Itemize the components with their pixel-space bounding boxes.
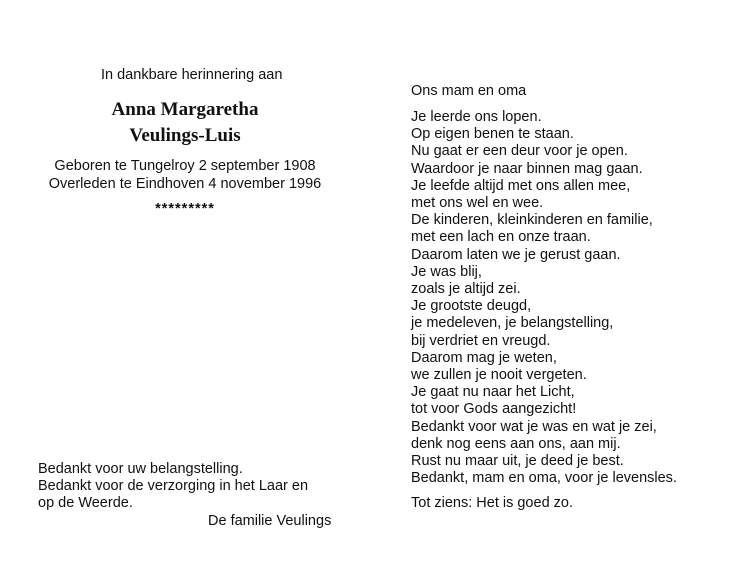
poem-line: Je gaat nu naar het Licht,: [411, 384, 575, 401]
intro-text: In dankbare herinnering aan: [101, 67, 283, 83]
poem-line: zoals je altijd zei.: [411, 281, 521, 298]
poem-line: Daarom laten we je gerust gaan.: [411, 246, 621, 263]
poem-line: Bedankt, mam en oma, voor je levensles.: [411, 470, 677, 487]
poem-line: bij verdriet en vreugd.: [411, 332, 551, 349]
deceased-name-first: Anna Margaretha: [111, 99, 259, 120]
poem-line: Op eigen benen te staan.: [411, 126, 574, 143]
poem-line: De kinderen, kleinkinderen en familie,: [411, 212, 653, 229]
poem-line: we zullen je nooit vergeten.: [411, 367, 587, 384]
poem-line: met een lach en onze traan.: [411, 229, 591, 246]
thanks-care: Bedankt voor de verzorging in het Laar en: [38, 478, 309, 494]
death-line: Overleden te Eindhoven 4 november 1996: [48, 176, 322, 192]
poem-line: Je grootste deugd,: [411, 298, 532, 315]
thanks-attention: Bedankt voor uw belangstelling.: [38, 461, 243, 477]
poem-line: je medeleven, je belangstelling,: [411, 315, 614, 332]
poem-line: denk nog eens aan ons, aan mij.: [411, 435, 621, 452]
thanks-care-cont: op de Weerde.: [38, 495, 133, 511]
poem-closing: Tot ziens: Het is goed zo.: [411, 495, 573, 511]
poem-line: Je leefde altijd met ons allen mee,: [411, 177, 631, 194]
family-signature: De familie Veulings: [208, 513, 332, 529]
deceased-name-surname: Veulings-Luis: [129, 125, 241, 146]
poem-heading: Ons mam en oma: [411, 83, 527, 99]
poem-line: Je leerde ons lopen.: [411, 109, 542, 125]
poem-line: Bedankt voor wat je was en wat je zei,: [411, 418, 657, 435]
fold-divider: [367, 0, 368, 585]
birth-line: Geboren te Tungelroy 2 september 1908: [54, 158, 316, 174]
poem-line: met ons wel en wee.: [411, 195, 544, 212]
poem-block: [411, 109, 677, 487]
poem-line: Waardoor je naar binnen mag gaan.: [411, 160, 643, 177]
poem-line: Rust nu maar uit, je deed je best.: [411, 453, 624, 470]
poem-line: Je was blij,: [411, 263, 482, 280]
poem-line: Daarom mag je weten,: [411, 349, 557, 366]
poem-line: tot voor Gods aangezicht!: [411, 401, 577, 418]
poem-line: Nu gaat er een deur voor je open.: [411, 143, 628, 160]
separator-stars: *********: [155, 201, 215, 217]
